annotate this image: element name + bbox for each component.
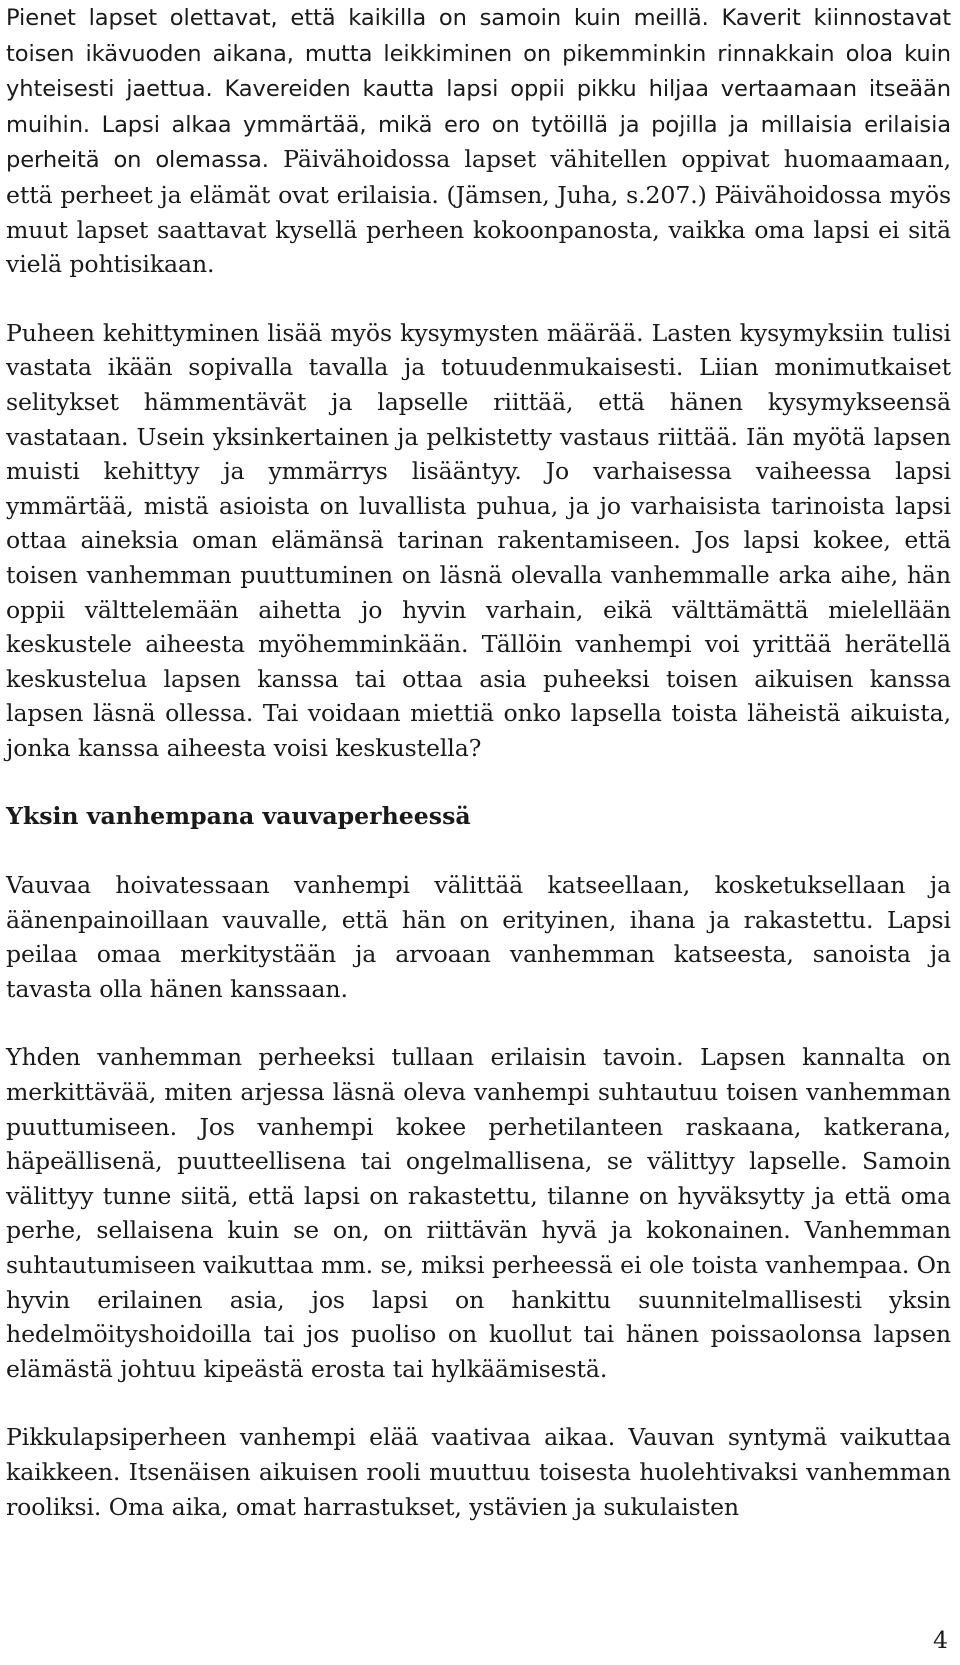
paragraph-spacer bbox=[6, 282, 951, 316]
paragraph-single-parent-family: Yhden vanhemman perheeksi tullaan erilaisin tavoin. Lapsen kannalta on merkittävää, miten arjessa läsnä oleva vanhempi suhtautuu toisen vanhemman puuttumiseen. Jos vanhempi kokee perhetilanteen raskaana, katkerana, häpeällisenä, puutteellisena tai ongelmallisena, se välittyy lapselle. Samoin välittyy tunne siitä, että lapsi on rakastettu, tilanne on hyväksytty ja että oma perhe, sellaisena kuin se on, on riittävän hyvä ja kokonainen. Vanhemman suhtautumiseen vaikuttaa mm. se, miksi perheessä ei ole toista vanhempaa. On hyvin erilainen asia, jos lapsi on hankittu suunnitelmallisesti yksin hedelmöityshoidoilla tai jos puoliso on kuollut tai hänen poissaolonsa lapsen elämästä johtuu kipeästä erosta tai hylkäämisestä. bbox=[6, 1043, 951, 1383]
paragraph-intro bbox=[6, 0, 951, 282]
paragraph-spacer bbox=[6, 1386, 951, 1420]
section-heading: Yksin vanhempana vauvaperheessä bbox=[6, 802, 471, 831]
page-number: 4 bbox=[932, 1626, 948, 1654]
paragraph-intro-sans-part: Pienet lapset olettavat, että kaikilla on samoin kuin meillä. Kaverit kiinnostavat toisen ikävuoden aikana, mutta leikkiminen on pikemminkin rinnakkain oloa kuin yhteisesti jaettua. Kavereiden kautta lapsi oppii pikku hiljaa vertaamaan itseään muihin. Lapsi alkaa ymmärtää, mikä ero on tytöillä ja pojilla ja millaisia erilaisia perheitä on olemassa. bbox=[6, 5, 951, 174]
paragraph-spacer bbox=[6, 765, 951, 799]
paragraph-speech-development: Puheen kehittyminen lisää myös kysymysten määrää. Lasten kysymyksiin tulisi vastata ikään sopivalla tavalla ja totuudenmukaisesti. Liian monimutkaiset selitykset hämmentävät ja lapselle riittää, että hänen kysymykseensä vastataan. Usein yksinkertainen ja pelkistetty vastaus riittää. Iän myötä lapsen muisti kehittyy ja ymmärrys lisääntyy. Jo varhaisessa vaiheessa lapsi ymmärtää, mistä asioista on luvallista puhua, ja jo varhaisista tarinoista lapsi ottaa aineksia oman elämänsä tarinan rakentamiseen. Jos lapsi kokee, että toisen vanhemman puuttuminen on läsnä olevalla vanhemmalle arka aihe, hän oppii välttelemään aihetta jo hyvin varhain, eikä välttämättä mielellään keskustele aiheesta myöhemminkään. Tällöin vanhempi voi yrittää herätellä keskustelua lapsen kanssa tai ottaa asia puheeksi toisen aikuisen kanssa lapsen läsnä ollessa. Tai voidaan miettiä onko lapsella toista läheistä aikuista, jonka kanssa aiheesta voisi keskustella? bbox=[6, 318, 951, 762]
paragraph-spacer bbox=[6, 1006, 951, 1040]
paragraph-caring-for-baby: Vauvaa hoivatessaan vanhempi välittää katseellaan, kosketuksellaan ja äänenpainoillaan vauvalle, että hän on erityinen, ihana ja rakastettu. Lapsi peilaa omaa merkitystään ja arvoaan vanhemman katseesta, sanoista ja tavasta olla hänen kanssaan. bbox=[6, 871, 951, 1003]
document-page bbox=[6, 0, 951, 1524]
paragraph-demanding-time: Pikkulapsiperheen vanhempi elää vaativaa aikaa. Vauvan syntymä vaikuttaa kaikkeen. Itsenäisen aikuisen rooli muuttuu toisesta huolehtivaksi vanhemman rooliksi. Oma aika, omat harrastukset, ystävien ja sukulaisten bbox=[6, 1423, 951, 1521]
paragraph-spacer bbox=[6, 834, 951, 868]
paragraph-intro-serif-part: Päivähoidossa lapset vähitellen oppivat huomaamaan, että perheet ja elämät ovat erilaisia. (Jämsen, Juha, s.207.) Päivähoidossa myös muut lapset saattavat kysellä perheen kokoonpanosta, vaikka oma lapsi ei sitä vielä pohtisikaan. bbox=[6, 145, 951, 279]
